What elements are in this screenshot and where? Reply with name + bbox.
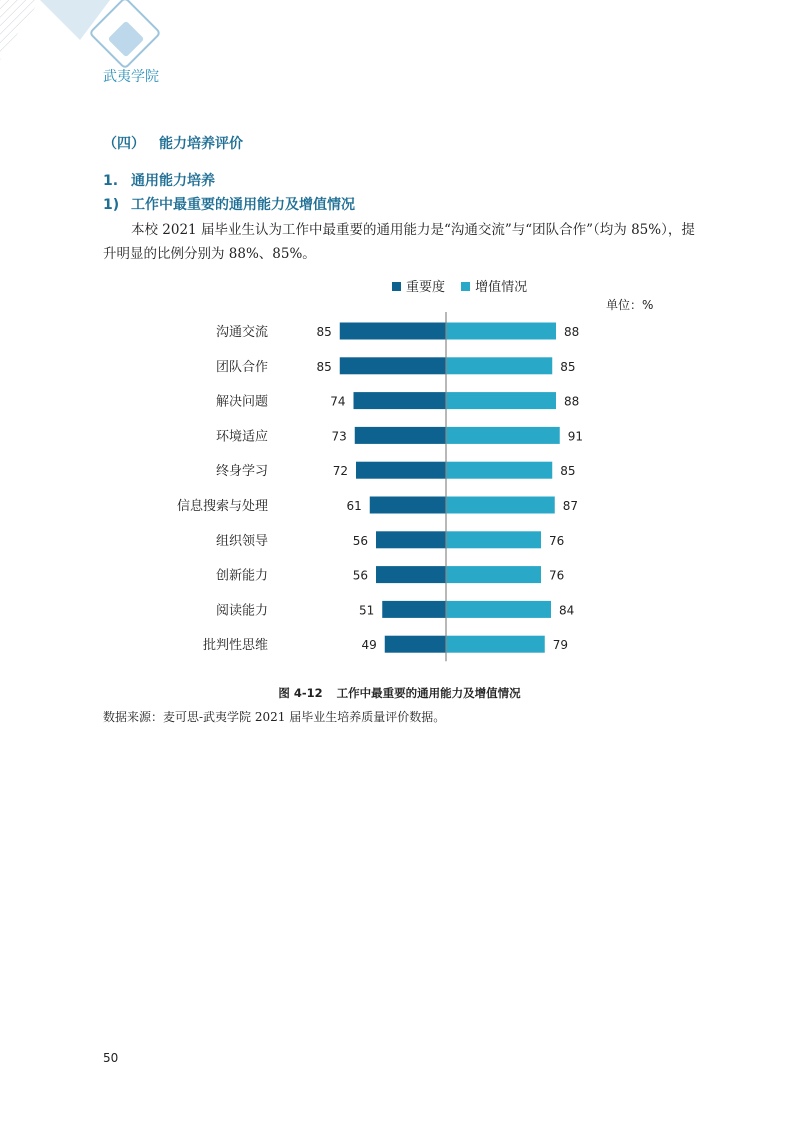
data-source-note: 数据来源：麦可思-武夷学院 2021 届毕业生培养质量评价数据。 xyxy=(103,710,446,724)
legend-item-value-added xyxy=(461,280,527,295)
category-label: 解决问题 xyxy=(215,394,268,410)
bar-importance xyxy=(382,601,446,618)
figure-title: 工作中最重要的通用能力及增值情况 xyxy=(336,686,521,700)
data-label-value-added: 85 xyxy=(560,359,576,374)
chart-legend xyxy=(392,276,539,295)
legend-item-importance xyxy=(392,280,445,295)
subsection-title: 通用能力培养 xyxy=(131,173,215,189)
bar-importance xyxy=(376,531,446,548)
bar-value-added xyxy=(446,392,556,409)
category-label: 组织领导 xyxy=(215,533,268,549)
category-label: 创新能力 xyxy=(215,568,268,584)
category-label: 阅读能力 xyxy=(215,603,268,619)
data-label-importance: 74 xyxy=(330,394,346,409)
data-label-value-added: 87 xyxy=(562,499,579,513)
data-label-importance: 56 xyxy=(352,568,368,583)
data-label-importance: 73 xyxy=(331,429,347,444)
legend-swatch-importance xyxy=(392,282,401,291)
category-label: 团队合作 xyxy=(215,359,268,375)
subsubsection-number: 1) xyxy=(103,197,120,213)
subsubsection-title: 工作中最重要的通用能力及增值情况 xyxy=(131,197,355,213)
school-name: 武夷学院 xyxy=(103,69,159,85)
bar-importance xyxy=(340,357,446,374)
bar-value-added xyxy=(446,636,545,653)
bar-importance xyxy=(354,392,447,409)
figure-caption xyxy=(0,685,799,701)
data-label-value-added: 84 xyxy=(559,603,575,618)
category-label: 沟通交流 xyxy=(215,325,268,340)
subsection-number: 1. xyxy=(103,173,119,189)
bar-value-added xyxy=(446,566,541,583)
data-label-value-added: 88 xyxy=(564,325,580,339)
section-number: （四） xyxy=(103,136,145,152)
subsection-heading xyxy=(103,170,215,190)
bar-importance xyxy=(385,636,446,653)
legend-label-value-added: 增值情况 xyxy=(475,280,528,295)
section-heading xyxy=(103,133,243,153)
unit-label: 单位：% xyxy=(606,298,654,312)
bar-importance xyxy=(370,497,446,514)
bar-importance xyxy=(355,427,446,444)
body-paragraph: 本校 2021 届毕业生认为工作中最重要的通用能力是“沟通交流”与“团队合作”（均为 85%），提升明显的比例分别为 88%、85%。 xyxy=(103,222,695,262)
bar-value-added xyxy=(446,497,555,514)
figure-number: 图 4-12 xyxy=(278,686,323,700)
data-label-value-added: 91 xyxy=(567,429,584,444)
data-label-importance: 85 xyxy=(316,359,332,374)
page-number: 50 xyxy=(103,1051,119,1065)
bar-value-added xyxy=(446,427,560,444)
data-label-importance: 72 xyxy=(332,464,348,479)
data-label-importance: 61 xyxy=(346,499,362,513)
data-label-value-added: 85 xyxy=(560,464,576,479)
diverging-bar-chart xyxy=(150,312,630,662)
category-label: 信息搜索与处理 xyxy=(176,499,268,514)
legend-swatch-value-added xyxy=(461,282,470,291)
bar-value-added xyxy=(446,601,551,618)
category-label: 批判性思维 xyxy=(202,638,268,654)
data-label-importance: 85 xyxy=(316,325,332,339)
bar-value-added xyxy=(446,357,552,374)
bar-importance xyxy=(376,566,446,583)
data-label-importance: 51 xyxy=(358,603,375,618)
bar-value-added xyxy=(446,323,556,340)
data-label-value-added: 79 xyxy=(552,638,569,653)
legend-label-importance: 重要度 xyxy=(406,280,446,295)
bar-importance xyxy=(340,323,446,340)
section-title: 能力培养评价 xyxy=(159,136,243,152)
category-label: 环境适应 xyxy=(215,429,268,445)
bar-value-added xyxy=(446,531,541,548)
category-label: 终身学习 xyxy=(215,464,268,480)
data-label-importance: 49 xyxy=(361,638,377,653)
bar-value-added xyxy=(446,462,552,479)
data-label-value-added: 88 xyxy=(564,394,580,409)
data-label-importance: 56 xyxy=(352,533,368,548)
bar-importance xyxy=(356,462,446,479)
subsubsection-heading xyxy=(103,194,355,214)
data-label-value-added: 76 xyxy=(549,533,565,548)
data-label-value-added: 76 xyxy=(549,568,565,583)
